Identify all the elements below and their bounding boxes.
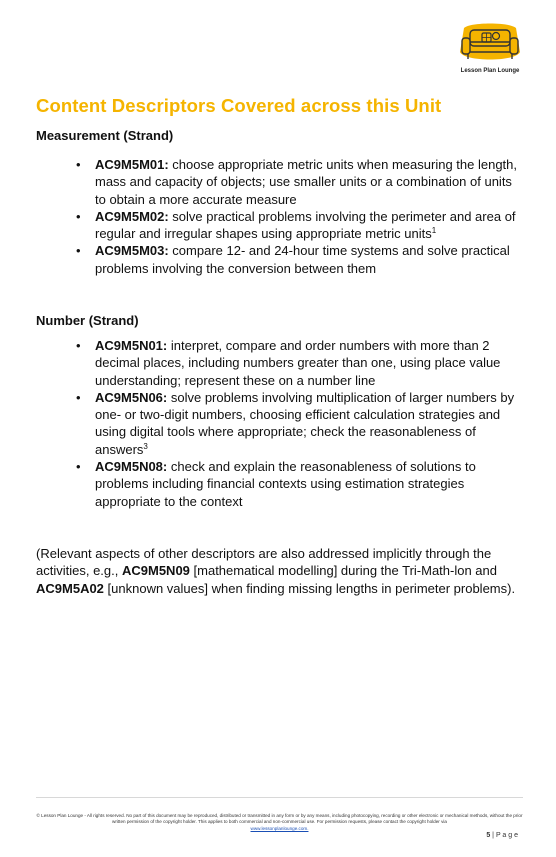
descriptor-code: AC9M5M03:: [95, 243, 169, 259]
descriptor-code: AC9M5N08:: [95, 459, 168, 475]
note-text: (Relevant aspects of other descriptors are also addressed implicitly through the activities, e.g.,: [36, 546, 492, 579]
descriptor-text: solve problems involving multiplication of larger numbers by one- or two-digit numbers, choosing efficient calculation strategies and using digital tools where appropriate; check the reasonableness of answers: [95, 389, 515, 457]
descriptor-text: check and explain the reasonableness of solutions to problems including financial contexts using estimation strategies appropriate to the context: [95, 459, 476, 509]
note-code: AC9M5A02: [36, 580, 104, 596]
bullet-icon: •: [76, 459, 81, 475]
descriptor-text: interpret, compare and order numbers with more than 2 decimal places, including numbers greater than one, using place value understanding; represent these on a number line: [95, 338, 501, 388]
implicit-descriptors-note: [36, 545, 524, 597]
page-title: Content Descriptors Covered across this Unit: [36, 95, 442, 116]
list-item: [76, 156, 526, 208]
footer-copyright: [36, 813, 523, 832]
note-text: [mathematical modelling] during the Tri-Math-lon and: [189, 563, 497, 579]
descriptor-code: AC9M5M01:: [95, 157, 169, 172]
measurement-descriptor-list: [76, 156, 526, 277]
list-item: [76, 389, 526, 458]
note-code: AC9M5N09: [121, 563, 190, 579]
footer-divider: [36, 797, 523, 798]
footnote-ref: 1: [431, 226, 437, 236]
bullet-icon: •: [76, 208, 81, 224]
page-number-value: 5: [486, 832, 491, 839]
descriptor-code: AC9M5N01:: [95, 338, 168, 353]
sofa-logo-icon: [456, 22, 524, 68]
list-item: [76, 337, 526, 389]
descriptor-text: solve practical problems involving the perimeter and area of regular and irregular shapes using appropriate metric units: [95, 208, 516, 242]
footnote-ref: 3: [143, 441, 148, 451]
list-item: [76, 242, 526, 277]
note-text: [unknown values] when finding missing lengths in perimeter problems).: [103, 580, 516, 596]
list-item: [76, 458, 526, 510]
descriptor-code: AC9M5N06:: [95, 389, 168, 405]
descriptor-text: choose appropriate metric units when measuring the length, mass and capacity of objects; use smaller units or a combination of units to obtain a more accurate measure: [95, 157, 517, 207]
logo-text: Lesson Plan Lounge: [460, 68, 520, 74]
list-item: [76, 208, 526, 243]
bullet-icon: •: [76, 243, 81, 259]
descriptor-code: AC9M5M02:: [95, 208, 169, 224]
section-heading-measurement: Measurement (Strand): [36, 128, 174, 143]
bullet-icon: •: [76, 338, 81, 353]
bullet-icon: •: [76, 389, 81, 405]
section-heading-number: Number (Strand): [36, 313, 139, 328]
brand-logo: [452, 22, 528, 80]
descriptor-text: compare 12- and 24-hour time systems and solve practical problems involving the conversion between them: [95, 243, 510, 276]
bullet-icon: •: [76, 157, 81, 172]
page-label: | P a g e: [490, 832, 518, 839]
copyright-text: © Lesson Plan Lounge - All rights reserved. No part of this document may be reproduced, distributed or transmitted in any form or by any means, including photocopying, recording or other electronic or mechanical methods, without the prior written permission of the copyright holder. This applies to both commercial and non-commercial use. For permission requests, please contact the copyright holder via: [36, 813, 523, 825]
number-descriptor-list: [76, 337, 526, 510]
website-link[interactable]: www.lessonplanlounge.com.: [250, 825, 309, 831]
page-number: [486, 832, 518, 839]
